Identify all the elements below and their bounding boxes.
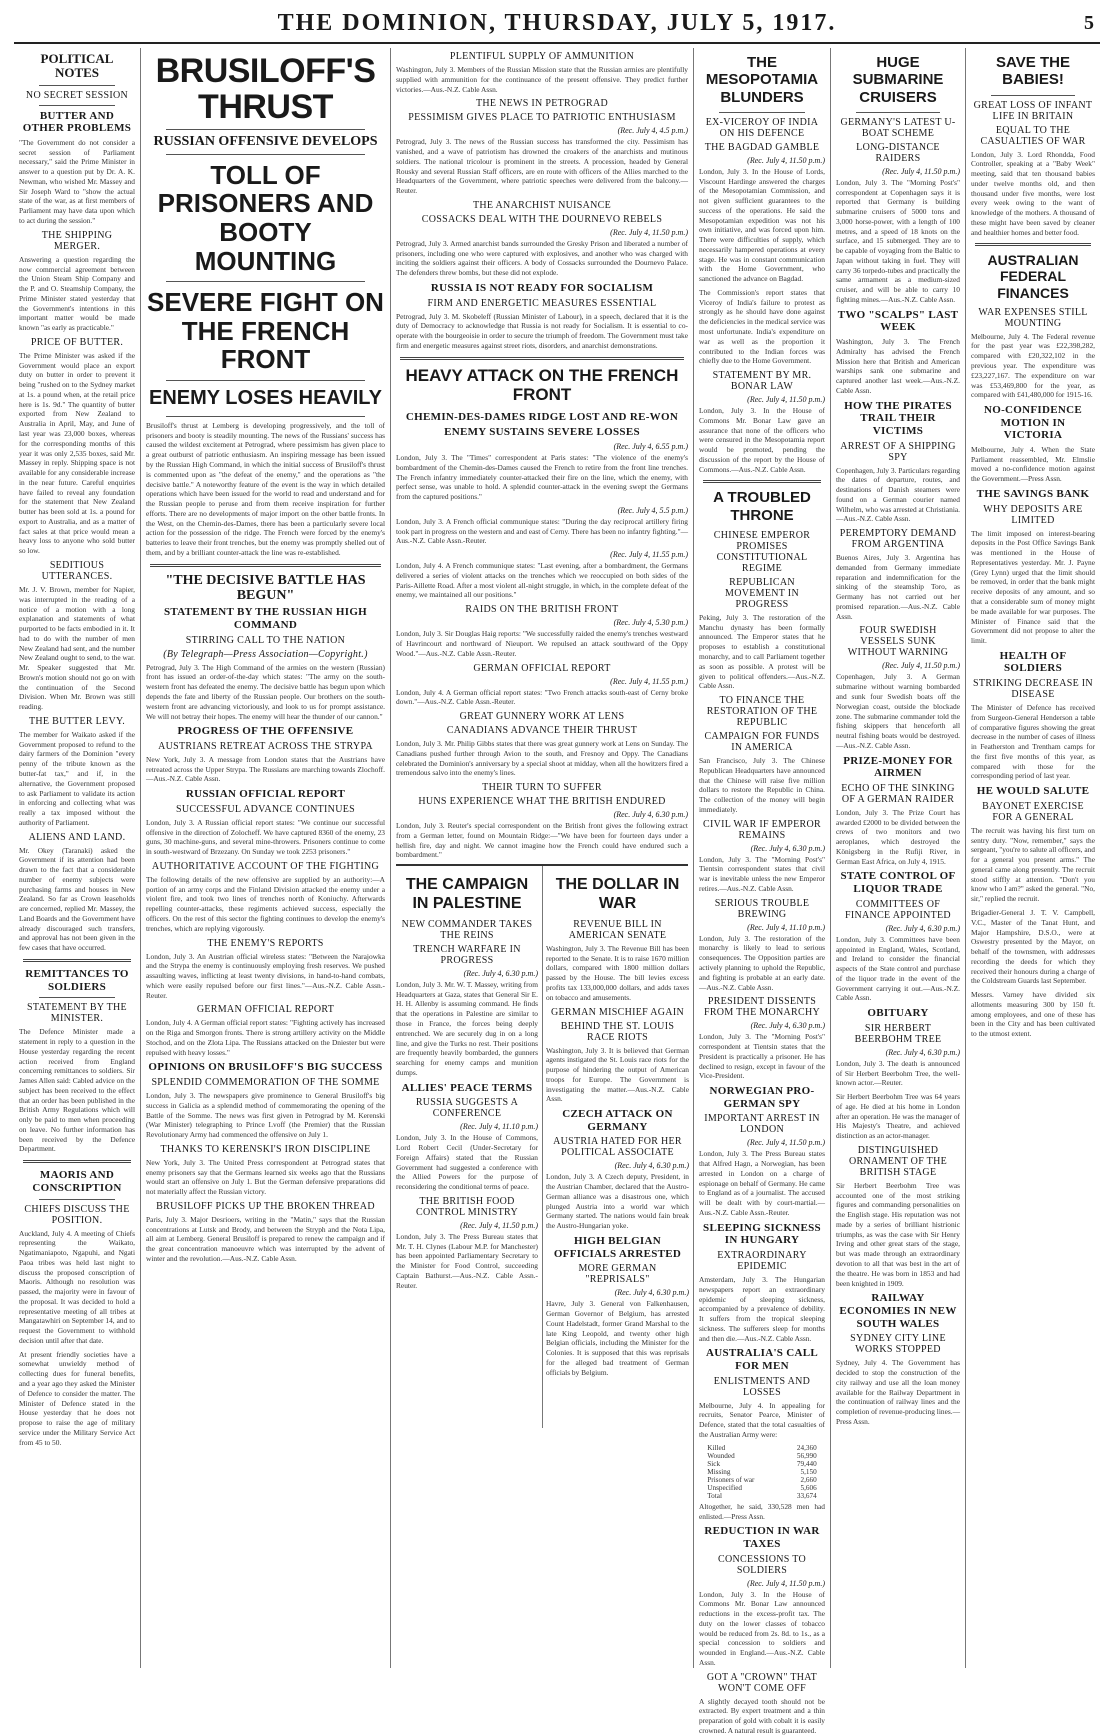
- subheading: OPINIONS ON BRUSILOFF'S BIG SUCCESS: [148, 1061, 383, 1074]
- dateline: (Rec. July 4, 11.55 p.m.): [610, 550, 688, 560]
- divider: [150, 564, 381, 567]
- subheading: SERIOUS TROUBLE BREWING: [714, 897, 810, 920]
- article-text: London, July 3. A Russian official report states: "We continue our successful offensive in the direction of Zolocheff. We have captured 8360 of the enemy, 23 guns, 30 machine-guns, and several mine-throwers. Prisoners continue to come in south-westward of Brzezany. On Sunday we took 2253 prisoners.": [146, 817, 385, 857]
- article-text: At present friendly societies have a somewhat unwieldy method of collecting dues for funeral benefits, and a year ago they asked the Minister of Defence to consider the matter. The Minister of Defence stated in the House yesterday that he does not propose to raise the age of military service under the Military Service Act from 45 to 50.: [19, 1349, 135, 1447]
- article-text: London, July 4. A German official report states: "Two French attacks south-east of Cerny broke down."—Aus.-N.Z. Cable Assn.-Reuter.: [396, 687, 688, 707]
- article-text: Havre, July 3. General von Falkenhausen, German Governor of Belgium, has arrested Count Hadelstadt, former Grand Marshal to the late King Leopold, and twenty other high Belgian officials, including the Minister for the Colonies. It is supposed that this was reprisals for the alleged bad treatment of German officials by Belgium.: [546, 1299, 689, 1377]
- article-text: The Commission's report states that Viceroy of India's failure to protest as strongly as he should have done against the deficiencies in the medical service was most unfortunate. India's expenditure on war as well as the proportion it contributed to the Indian forces was chiefly due to the Home Government.: [699, 287, 825, 366]
- dateline: (Rec. July 4, 11.10 p.m.): [747, 922, 825, 932]
- article-text: A slightly decayed tooth should not be extracted. By expert treatment and a thin preparation of gold with cobalt it is easily crowned. A natural result is guaranteed.: [699, 1696, 825, 1735]
- subheading: COMMITTEES OF FINANCE APPOINTED: [845, 898, 951, 921]
- table-cell: 33,674: [796, 1491, 817, 1500]
- article-text: London, July 3. Sir Douglas Haig reports: "We successfully raided the enemy's trenches westward of Havrincourt and northward of Nieuport. We repulsed an attack southward of the Oppy Wood."—Aus.-N.Z. Cable Assn.-Reuter.: [396, 629, 688, 658]
- column-brusiloff: [141, 48, 391, 1668]
- article-text: London, July 3. The death is announced of Sir Herbert Beerbohm Tree, the well-known actor.—Reuter.: [836, 1058, 960, 1088]
- table-cell: Sick: [707, 1459, 721, 1468]
- article-text: Sir Herbert Beerbohm Tree was 64 years of age. He died at his home in London after an operation. He was the manager of His Majesty's Theatre, and achieved distinction as an actor-manager.: [836, 1092, 960, 1141]
- dateline: (Rec. July 4, 11.50 p.m.): [747, 155, 825, 165]
- headline: REMITTANCES TO SOLDIERS: [25, 968, 129, 993]
- subheading: EXTRAORDINARY EPIDEMIC: [717, 1250, 807, 1273]
- article-text: Altogether, he said, 330,528 men had enlisted.—Press Assn.: [699, 1501, 825, 1521]
- subheading: HUNS EXPERIENCE WHAT THE BRITISH ENDURED: [418, 796, 666, 808]
- table-cell: Killed: [707, 1443, 726, 1452]
- article-text: The Minister of Defence has received from Surgeon-General Henderson a table of comparative figures showing the great decrease in the number of cases of illness in Featherston and Trentham camps for the first five months of this year, as compared with those for the corresponding period of last year.: [971, 703, 1095, 781]
- subheading: WAR EXPENSES STILL MOUNTING: [978, 306, 1088, 329]
- subheading: COSSACKS DEAL WITH THE DOURNEVO REBELS: [421, 213, 663, 225]
- subheading: CHEMIN-DES-DAMES RIDGE LOST AND RE-WON: [405, 410, 679, 423]
- main-headline: HEAVY ATTACK ON THE FRENCH FRONT: [405, 365, 679, 405]
- headline: ALLIES' PEACE TERMS: [401, 1081, 533, 1094]
- subheading: SIR HERBERT BEERBOHM TREE: [854, 1022, 942, 1045]
- column-divider: [542, 866, 543, 1428]
- dollar-subcolumn: [546, 870, 689, 1381]
- subheading: GERMAN MISCHIEF AGAIN: [551, 1006, 684, 1018]
- table-cell: Prisoners of war: [707, 1475, 755, 1484]
- headline: HIGH BELGIAN OFFICIALS ARRESTED: [553, 1235, 682, 1260]
- divider: [991, 95, 1075, 96]
- subheading: NO SECRET SESSION: [25, 89, 129, 101]
- article-text: London, July 3. A French official communique states: "During the day reciprocal artillery firing took part in progress on the western and and east of Cerny. There has been no infantry fighting."—Aus.-N.Z. Cable Assn.-Reuter.: [396, 516, 688, 546]
- subheading: DISTINGUISHED ORNAMENT OF THE BRITISH STAGE: [848, 1144, 948, 1178]
- article-text: London, July 3. Reuter's special correspondent on the British front gives the following extract from a German letter, found on Mountain Ridge:—"We have been for fourteen days under a hellish fire, day and night. We cannot imagine how the French could have endured such a bombardment.": [396, 821, 688, 860]
- subheading: IMPORTANT ARREST IN LONDON: [704, 1113, 820, 1136]
- dateline: (Rec. July 4, 5.5 p.m.): [617, 505, 688, 515]
- divider: [23, 1160, 131, 1163]
- masthead: [14, 6, 1100, 44]
- subheading: SEDITIOUS UTTERANCES.: [41, 559, 113, 582]
- subheading: PROGRESS OF THE OFFENSIVE: [177, 725, 354, 738]
- main-headline: THE MESOPOTAMIA BLUNDERS: [705, 54, 819, 106]
- subheading: FIRM AND ENERGETIC MEASURES ESSENTIAL: [427, 297, 657, 309]
- article-text: Brusiloff's thrust at Lemberg is developing progressively, and the toll of prisoners and booty is steadily mounting. The news of the Russians' success has caused the wildest excitement at Petrograd, where pessimism has given place to a great outburst of patriotic enthusiasm. An inspiring message has been issued by the Russian High Command, in which the initial success of Brusiloff's thrust is commented upon as "the defeat of the enemy," and the operations as "the decisive battle." A noteworthy feature of the event is the way in which detailed operations which have been issued for the world to read and understand and for the Russian people to peruse and from them receive inspiration for further efforts. There are no developments of major import on the other battle fronts. In the West, on the Chemin-des-Dames, there has been a particularly severe local action for the possession of the ridge. The French were forced by the enemy's batteries to leave their front trenches, but the enemy was promptly shelled out of them, and by a brilliant counter-attack the line was re-established.: [146, 420, 385, 557]
- headline: CZECH ATTACK ON GERMANY: [562, 1108, 673, 1133]
- subheading: GERMANY'S LATEST U-BOAT SCHEME: [840, 116, 956, 139]
- article-text: The Prime Minister was asked if the Government would place an export duty on butter in order to prevent it being "rushed on to the Sydney market at 1s. a pound when, at the retail price here is 1s. 9d." The quantity of butter exported from New Zealand to Australia in April, May, and June of last year was 23,000 boxes, whereas for the corresponding months of this year it was only 2,535 boxes, said Mr. Massey in reply. Shipping space is not available for any considerable increase in the near future. Careful enquiries have failed to reveal any foundation for the statement that New Zealand butter has been sold at 1s. a pound for export to Australia, and as a matter of fact sales at that price would mean a heavy loss to anyone who sold butter so low.: [19, 350, 135, 556]
- headline: NORWEGIAN PRO-GERMAN SPY: [709, 1085, 815, 1110]
- table-cell: 79,440: [796, 1459, 817, 1468]
- table-row: [705, 1452, 818, 1460]
- article-text: "The Government do not consider a secret session of Parliament necessary," said the Prime Minister in answer to a question put by Dr. A. K. Newman, who wished Mr. Massey and Sir Joseph Ward to "show the actual state of the war, as at first members of Parliament may have data upon which to act during the session.": [19, 137, 135, 225]
- column-save-babies: [966, 48, 1100, 1668]
- table-cell: 2,660: [800, 1475, 817, 1484]
- article-text: London, July 3. In the House of Commons, Lord Robert Cecil (Under-Secretary for Foreign Affairs) stated that the Russian Government had suggested a conference with the Allied Powers for the purpose of reconsidering the conditional terms of peace.: [396, 1133, 538, 1192]
- article-text: San Francisco, July 3. The Chinese Republican Headquarters have announced that the Chinese will raise five million dollars to restore the Republic in China. The collection of the money will begin immediately.: [699, 756, 825, 814]
- subheading: ENEMY SUSTAINS SEVERE LOSSES: [444, 426, 640, 439]
- subheading: GREAT LOSS OF INFANT LIFE IN BRITAIN: [973, 99, 1093, 122]
- subheading: ARREST OF A SHIPPING SPY: [840, 440, 956, 463]
- article-text: The Defence Minister made a statement in reply to a question in the House yesterday regarding the recent action received from England concerning remittances to soldiers. Sir James Allen said: Cabled advice on the subject has been received to the effect that an order has been published in the British Army Regulations which will only be paid to men when proceeding on leave. No further information has been received by the Defence Department.: [19, 1027, 135, 1154]
- article-text: Petrograd, July 3. The news of the Russian success has transformed the city. Pessimism has vanished, and a wave of patriotism has drowned the croakers of the anarchists and mutinous soldiers. The national tricolour is prominent in the streets. A procession, headed by General Rousky and several Russian Staff officers, are en route with officers of the Allies marched to the Headquarters of the Government, where patriotic speeches were delivered from the balcony.—Reuter.: [396, 137, 688, 196]
- table-row: [705, 1460, 818, 1468]
- dateline: (Rec. July 4, 6.55 p.m.): [613, 442, 688, 452]
- article-text: Copenhagen, July 3. Particulars regarding the dates of departure, routes, and destinations of Danish steamers were found on a German courier named Wilhelm, who was arrested at Christiania.—Aus.-N.Z. Cable Assn.: [836, 465, 960, 524]
- article-text: London, July 3. In the House of Commons Mr. Bonar Law gave an assurance that none of the officers who were censured in the Mesopotamia report would be promoted, pending the discussion of the report by the House of Commons.—Aus.-N.Z. Cable Assn.: [699, 406, 825, 474]
- subheading: THE NEWS IN PETROGRAD: [475, 98, 609, 110]
- subheading: ENLISTMENTS AND LOSSES: [713, 1375, 811, 1398]
- divider: [975, 243, 1091, 246]
- headline: THE CAMPAIGN IN PALESTINE: [405, 876, 529, 912]
- article-text: London, July 3. In the House of Commons Mr. Bonar Law announced reductions in the excess-profit tax. The duty on the lower classes of tobacco would be reduced from 2s. 8d. to 1s., as a special concession to soldiers and wounded in England.—Aus.-N.Z. Cable Assn.: [699, 1589, 825, 1667]
- subheading: NEW COMMANDER TAKES THE REINS: [401, 918, 533, 941]
- divider: [400, 357, 684, 360]
- divider: [166, 416, 365, 417]
- subheading: AUTHORITATIVE ACCOUNT OF THE FIGHTING: [151, 860, 380, 872]
- byline: (By Telegraph—Press Association—Copyright.): [163, 648, 368, 660]
- subheading: STRIKING DECREASE IN DISEASE: [973, 678, 1093, 701]
- table-cell: Wounded: [707, 1451, 735, 1460]
- article-text: Sir Herbert Beerbohm Tree was accounted one of the most striking figures and commanding personalities on the English stage. His reputation was not made by a series of brilliant histrionic triumphs, as was the case with Sir Henry Irving and other great stars of the stage, but was made through an extraordinary devotion to all that was best in the art of the theatre. He was born in 1853 and had been knighted in 1909.: [836, 1180, 960, 1288]
- dateline: (Rec. July 4, 11.55 p.m.): [610, 676, 688, 686]
- article-text: The member for Waikato asked if the Government proposed to refund to the dairy farmers of the Dominion "every penny of the tribute known as the butter-fat tax," and if, in the alternative, the Government proposed to ask Parliament to validate its action in enforcing and collecting what was really a tax imposed without the authority of Parliament.: [19, 729, 135, 827]
- article-text: Answering a question regarding the now commercial agreement between the Union Steam Ship Company and the P. and O. Steamship Company, the Prime Minister stated yesterday that the Government's intentions in this important matter would be made known "as early as practicable.": [19, 254, 135, 333]
- subheading: PRIZE-MONEY FOR AIRMEN: [843, 754, 953, 780]
- subheading: ALIENS AND LAND.: [28, 831, 126, 843]
- subheading: RUSSIA IS NOT READY FOR SOCIALISM: [430, 281, 654, 294]
- divider: [166, 281, 365, 282]
- subheading: RAIDS ON THE BRITISH FRONT: [465, 604, 619, 616]
- headline: THE SAVINGS BANK: [976, 488, 1090, 501]
- subheading: BAYONET EXERCISE FOR A GENERAL: [982, 800, 1084, 823]
- column-submarine: [831, 48, 966, 1668]
- article-text: London, July 3. The newspapers give prominence to General Brusiloff's big success in Galicia as a splendid method of commemorating the opening of the Battle of the Somme. The news was first given in Petrograd by M. Kerenski (War Minister) telegraphing to Prince Lvoff (the Premier) that the Russian Revolutionary Army had commenced the offensive on July 1.: [146, 1091, 385, 1140]
- dateline: (Rec. July 4, 6.30 p.m.): [614, 1288, 689, 1298]
- article-text: London, July 3. The "Times" correspondent at Paris states: "The violence of the enemy's bombardment of the Chemin-des-Dames caused the French to retire from the front line trenches. The French infantry immediately counter-attacked their fire on the line, which the enemy, with perfect sense, was unable to hold. A splendid counter-attack in the evening swept the Germans from the captured positions.": [396, 453, 688, 502]
- table-row: [705, 1444, 818, 1452]
- headline: MAORIS AND CONSCRIPTION: [32, 1169, 122, 1194]
- subheading: PRESIDENT DISSENTS FROM THE MONARCHY: [703, 996, 821, 1019]
- palestine-subcolumn: [396, 870, 538, 1294]
- main-headline: BRUSILOFF'S THRUST: [155, 52, 376, 126]
- article-text: London, July 3. The "Morning Post's" correspondent at Tientsin states that the President is practically a prisoner. He has declined to resign, except in favour of the Vice-President.: [699, 1032, 825, 1081]
- main-headline: ENEMY LOSES HEAVILY: [148, 386, 383, 409]
- dateline: (Rec. July 4, 11.50 p.m.): [747, 395, 825, 405]
- table-cell: 5,606: [800, 1483, 817, 1492]
- article-text: Melbourne, July 4. The Federal revenue for the past year was £22,398,282, compared with £20,322,102 in the previous year. The expenditure was £23,227,167. The expenditure on war was £53,469,800 for the year, as compared with £41,480,000 for 1915-16.: [971, 331, 1095, 400]
- dateline: (Rec. July 4, 6.30 p.m.): [614, 1161, 689, 1171]
- headline: RUSSIAN OFFENSIVE DEVELOPS: [153, 134, 378, 150]
- table-cell: Missing: [707, 1467, 731, 1476]
- subheading: BRUSILOFF PICKS UP THE BROKEN THREAD: [156, 1200, 375, 1212]
- article-text: Buenos Aires, July 3. Argentina has demanded from Germany immediate reparation and indemnification for the sinking of the steamship Toro, as Germany has not carried out her promised reparation.—Aus.-N.Z. Cable Assn.: [836, 553, 960, 621]
- column-mesopotamia: [694, 48, 831, 1735]
- divider: [166, 154, 365, 155]
- subheading: CIVIL WAR IF EMPEROR REMAINS: [703, 818, 821, 841]
- divider: [39, 85, 115, 86]
- divider: [23, 959, 131, 962]
- subheading: STATEMENT BY THE RUSSIAN HIGH COMMAND: [163, 606, 368, 632]
- article-text: London, July 3. The restoration of the monarchy is likely to lead to serious consequences. The Opposition parties are actively planning to uphold the Republic, and fighting is probable at an early date.—Aus.-N.Z. Cable Assn.: [699, 933, 825, 992]
- dateline: (Rec. July 4, 6.30 p.m.): [885, 923, 960, 933]
- divider: [856, 112, 940, 113]
- headline: STATE CONTROL OF LIQUOR TRADE: [840, 870, 956, 896]
- subheading: THE BRITISH FOOD CONTROL MINISTRY: [416, 1195, 518, 1218]
- dateline: (Rec. July 4, 11.50 p.m.): [882, 661, 960, 671]
- article-text: Petrograd, July 3. M. Skobeleff (Russian Minister of Labour), in a speech, declared that it is the duty of Democracy to acknowledge that Russia is not ready for Socialism. It is essential to co-operate with the bourgeoisie in order to secure the triumph of freedom. The Government must take firm and energetic measures against street riots, disorders, and anarchist demonstrations.: [396, 311, 688, 350]
- table-cell: Total: [707, 1491, 722, 1500]
- table-cell: 5,150: [800, 1467, 817, 1476]
- subheading: HOW THE PIRATES TRAIL THEIR VICTIMS: [844, 399, 952, 437]
- subheading: GERMAN OFFICIAL REPORT: [473, 662, 611, 674]
- subheading: LONG-DISTANCE RAIDERS: [856, 141, 940, 164]
- article-text: London, July 4. A French communique states: "Last evening, after a bombardment, the Germans delivered a series of violent attacks on the trenches which we reoccupied on both sides of the Paris-Aillette Road. After a most violent all-night struggle, in which, in the complete defeat of the enemy, we maintained all our positions.": [396, 561, 688, 600]
- article-text: Auckland, July 4. A meeting of Chiefs representing the Waikato, Ngatimaniapoto, Ngapuhi, and Ngati Paoa tribes was held last night to discuss the proposed conscription of Maoris. Although no resolution was passed, the majority were in favour of the proposal. It was decided to hold a representative meeting of all tribes at Mangatawhiri on September 14, and to request the Government to withhold decision until after that date.: [19, 1228, 135, 1345]
- dateline: (Rec. July 4, 11.50 p.m.): [460, 1220, 538, 1230]
- subheading: REPUBLICAN MOVEMENT IN PROGRESS: [725, 576, 799, 610]
- article-text: Peking, July 3. The restoration of the Manchu dynasty has been formally announced. The Emperor states that he proposes to establish a constitutional monarchy, and to call Parliament together as soon as possible. A protest will be given to political offenders.—Aus.-N.Z. Cable Assn.: [699, 612, 825, 691]
- subheading: THE ANARCHIST NUISANCE: [472, 199, 612, 211]
- subheading: SUCCESSFUL ADVANCE CONTINUES: [176, 803, 355, 815]
- subheading: THE ENEMY'S REPORTS: [207, 937, 324, 949]
- subheading: ECHO OF THE SINKING OF A GERMAN RAIDER: [841, 782, 955, 805]
- headline: HE WOULD SALUTE: [976, 785, 1090, 798]
- subheading: GREAT GUNNERY WORK AT LENS: [459, 711, 625, 723]
- article-text: Mr. Okey (Taranaki) asked the Government if its attention had been drawn to the fact that a considerable number of enemy subjects were purchasing farms and houses in New Zealand. So far as Crown leaseholds are concerned, replied Mr. Massey, the Land Boards and the Government have already discouraged such transfers, and approval has not been given in the few cases that have occurred.: [19, 845, 135, 953]
- headline: HEALTH OF SOLDIERS: [999, 649, 1067, 675]
- article-text: London, July 3. The Press Bureau states that Mr. T. H. Clynes (Labour M.P. for Manchester) has been appointed Parliamentary Secretary to the Minister for Food Control, succeeding Captain Bathurst.—Aus.-N.Z. Cable Assn.-Reuter.: [396, 1231, 538, 1290]
- article-text: New York, July 3. The United Press correspondent at Petrograd states that enemy prisoners say that the Germans learned six weeks ago that the Russians would start an offensive on July 1. But the German defensive preparations did not materially affect the Russian victory.: [146, 1157, 385, 1197]
- dateline: (Rec. July 4, 11.50 p.m.): [747, 1578, 825, 1588]
- dateline: (Rec. July 4, 11.10 p.m.): [460, 1122, 538, 1132]
- dateline: (Rec. July 4, 6.30 p.m.): [750, 843, 825, 853]
- main-headline: SAVE THE BABIES!: [996, 54, 1070, 89]
- headline: POLITICAL NOTES: [40, 51, 114, 81]
- dateline: (Rec. July 4, 11.50 p.m.): [610, 227, 688, 237]
- dateline: (Rec. July 4, 6.30 p.m.): [463, 968, 538, 978]
- article-text: London, July 3. Lord Rhondda, Food Controller, speaking at a "Baby Week" meeting, said that ten thousand babies under twelve months old, and then thousand under five months, were lost every week owing to the want of knowledge of the mothers. A thousand of these might have been saved by cleaner and healthier homes and better food.: [971, 149, 1095, 237]
- page-number: 5: [1084, 12, 1094, 34]
- article-text: Mr. J. V. Brown, member for Napier, was interrupted in the reading of a notice of a motion with a long explanation and statements of what purported to be facts embodied in it. It had to do with the number of men New Zealand had sent, and the number New Zealand ought to send, to the war. Mr. Speaker suggested that Mr. Brown's motion should not go on with the continuation of the Second Division. When Mr. Brown was still reading.: [19, 584, 135, 712]
- table-cell: 56,990: [796, 1451, 817, 1460]
- article-text: Washington, July 3. The French Admiralty has advised the French Mission here that British and American warships sank one submarine and captured another last week.—Aus.-N.Z. Cable Assn.: [836, 336, 960, 395]
- headline: "THE DECISIVE BATTLE HAS BEGUN": [165, 572, 366, 604]
- main-headline: TOLL OF PRISONERS AND BOOTY MOUNTING: [157, 159, 374, 276]
- article-text: London, July 3. The Prize Court has awarded £2000 to be divided between the crews of two monitors and two aeroplanes, which destroyed the Königsberg in the Rufiji River, in German East Africa, on July 4, 1915.: [836, 807, 960, 866]
- headline: AUSTRALIAN FEDERAL FINANCES: [987, 252, 1079, 301]
- article-text: Melbourne, July 4. When the State Parliament reassembled, Mr. Elmslie moved a no-confidence motion against the Government.—Press Assn.: [971, 444, 1095, 484]
- subheading: CONCESSIONS TO SOLDIERS: [717, 1553, 807, 1576]
- headline: NO-CONFIDENCE MOTION IN VICTORIA: [983, 404, 1082, 442]
- divider: [39, 997, 115, 998]
- dateline: (Rec. July 4, 4.5 p.m.): [617, 126, 688, 136]
- table-cell: 24,360: [796, 1443, 817, 1452]
- subheading: WHY DEPOSITS ARE LIMITED: [983, 503, 1083, 526]
- main-headline: SEVERE FIGHT ON THE FRENCH FRONT: [147, 287, 384, 375]
- article-text: Paris, July 3. Major Desrioers, writing in the "Matin," says that the Russian concentrations at Lutsk and Brody, and between the Stryph and the Nota Lipa, all aim at Lemberg. General Brusiloff is prepared to renew the campaign and if the great concentration manoeuvre which was interrupted by the advent of winter and the revolution.—Aus.-N.Z. Cable Assn.: [146, 1214, 385, 1264]
- headline: OBITUARY: [867, 1007, 929, 1020]
- article-text: Messrs. Varney have divided six allotments measuring 300 by 150 ft. among employees, and one of these has been in the City and has been cultivated to the utmost extent.: [971, 990, 1095, 1039]
- article-text: Brigadier-General J. T. V. Campbell, V.C., Master of the Tanat Hunt, and Major Hampshire, D.S.O., were at Oswestry presented by the Mayor, on behalf of the townsmen, with addresses recording the deeds for which they received their honours during a charge of the Coldstream Guards last September.: [971, 908, 1095, 986]
- article-text: The limit imposed on interest-bearing deposits in the Post Office Savings Bank was mentioned in the House of Representatives yesterday. Mr. J. Payne (Grey Lynn) urged that the limit should be removed, in order that the bank might receive deposits of any amount, and so that a considerable sum of money might be made available for war purposes. The Minister of Finance said that the Government did not propose to alter the limit.: [971, 528, 1095, 646]
- article-text: Petrograd, July 3. Armed anarchist bands surrounded the Gresky Prison and liberated a number of prisoners, including one who were captured with explosives, and another who was charged with inciting the soldiers against their officers. A body of Cossacks surrounded the Dournevo Palace. The defenders threw bombs, but these did not explode.: [396, 238, 688, 278]
- main-headline: A TROUBLED THRONE: [713, 489, 811, 524]
- article-text: London, July 3. The Press Bureau states that Alfred Hagn, a Norwegian, has been arrested in London on a charge of espionage on behalf of Germany. He came to England as of a journalist. The accused will be dealt with by court-martial.—Aus.-N.Z. Cable Assn.-Reuter.: [699, 1149, 825, 1217]
- subheading: TWO "SCALPS" LAST WEEK: [837, 308, 959, 334]
- casualty-table: [705, 1444, 818, 1500]
- subheading: STIRRING CALL TO THE NATION: [185, 634, 346, 646]
- subheading: RUSSIAN OFFICIAL REPORT: [185, 788, 346, 801]
- headline: AUSTRALIA'S CALL FOR MEN: [705, 1347, 819, 1373]
- article-text: The recruit was having his first turn on sentry duty. "Now, remember," says the sergeant, "you're to salute all officers, and for a general you present arms." The general came along presently. The recruit stood stiffly at attention. "Don't you know who I am?" asked the general. "No, sir," replied the recruit.: [971, 825, 1095, 904]
- subheading: CAMPAIGN FOR FUNDS IN AMERICA: [704, 731, 820, 754]
- subheading: THEIR TURN TO SUFFER: [482, 782, 602, 794]
- main-headline: HUGE SUBMARINE CRUISERS: [852, 54, 944, 106]
- table-row: [705, 1484, 818, 1492]
- article-text: London, July 3. An Austrian official wireless states: "Between the Narajowka and the Strypa the enemy is continuously employing fresh reserves. We pushed assaulting waves, inflicting at least twenty divisions, in hand-to-hand combats, which were easily repulsed before our first lines."—Aus.-N.Z. Cable Assn.-Reuter.: [146, 951, 385, 1000]
- article-text: London, July 3. The "Morning Post's" Tientsin correspondent states that civil war is inevitable unless the new Emperor retires.—Aus.-N.Z. Cable Assn.: [699, 854, 825, 893]
- subheading: FOUR SWEDISH VESSELS SUNK WITHOUT WARNING: [847, 625, 949, 659]
- article-text: Washington, July 3. It is believed that German agents instigated the St. Louis race riots for the purpose of hindering the output of American troops for Europe. The Government is investigating the matter.—Aus.-N.Z. Cable Assn.: [546, 1045, 689, 1104]
- subheading: THANKS TO KERENSKI'S IRON DISCIPLINE: [160, 1143, 371, 1155]
- dateline: (Rec. July 4, 6.30 p.m.): [885, 1047, 960, 1057]
- subheading: BUTTER AND OTHER PROBLEMS: [22, 109, 132, 135]
- subheading: SPLENDID COMMEMORATION OF THE SOMME: [151, 1077, 380, 1089]
- article-text: Sydney, July 4. The Government has decided to stop the construction of the city railway and use all the loan money available for the Railway Department in the continuation of railway lines and the completion of revenue-producing lines.—Press Assn.: [836, 1358, 960, 1426]
- subheading: GOT A "CROWN" THAT WON'T COME OFF: [706, 1671, 818, 1694]
- article-text: Copenhagen, July 3. A German submarine without warning bombarded and sunk four Swedish boats off the Norwegian coast, outside the blockade zone. The submarine commander told the fishing skippers that henceforth all neutral fishing boats would be destroyed.—Aus.-N.Z. Cable Assn.: [836, 672, 960, 750]
- subheading: BEHIND THE ST. LOUIS RACE RIOTS: [560, 1020, 675, 1043]
- subheading: TRENCH WARFARE IN PROGRESS: [413, 943, 521, 966]
- article-text: Washington, July 3. Members of the Russian Mission state that the Russian armies are plentifully supplied with ammunition for the continuance of the present offensive. They predict further victories.—Aus.-N.Z. Cable Assn.: [396, 65, 688, 94]
- subheading: PLENTIFUL SUPPLY OF AMMUNITION: [449, 51, 635, 62]
- table-row: [705, 1492, 818, 1500]
- article-text: London, July 3. Mr. Philip Gibbs states that there was great gunnery work at Lens on Sunday. The Canadians pushed further through Avion to the south, and Fresnoy and Oppy. The Canadians celebrated the Dominion's anniversary by a special shoot at midday, when all the howitzers fired a tremendous salvo into the enemy's lines.: [396, 739, 688, 778]
- subheading: GERMAN OFFICIAL REPORT: [196, 1004, 335, 1016]
- subheading: PRICE OF BUTTER.: [30, 336, 124, 348]
- dateline: (Rec. July 4, 5.30 p.m.): [613, 618, 688, 628]
- subheading: THE BAGDAD GAMBLE: [704, 141, 820, 153]
- article-text: London, July 3. A Czech deputy, President, in the Austrian Chamber, declared that the Austro-German alliance was a disastrous one, which plunged Austria into a world war which Germany started. The nations would fain break the Austro-Hungarian yoke.: [546, 1172, 689, 1231]
- article-text: Petrograd, July 3. The High Command of the armies on the western (Russian) front has issued an order-of-the-day which states: "The army on the south-western front has defeated the enemy. The decisive battle has begun upon which depends the fate and liberty of the Russian people. Our brothers on the south-western front are advancing victoriously, and look to us for prompt assistance. We will not betray their hopes. The enemy will hear the thunder of our cannon.": [146, 662, 385, 721]
- bottom-split-section: [396, 864, 688, 1428]
- subheading: STATEMENT BY THE MINISTER.: [27, 1002, 127, 1025]
- masthead-title: THE DOMINION, THURSDAY, JULY 5, 1917.: [277, 10, 837, 36]
- article-text: London, July 3. Committees have been appointed in England, Wales, Scotland, and Ireland to consider the financial aspects of the State control and purchase of the liquor trade in the event of the Government carrying it out.—Aus.-N.Z. Cable Assn.: [836, 934, 960, 1003]
- article-text: Amsterdam, July 3. The Hungarian newspapers report an extraordinary epidemic of sleeping sickness, accompanied by a prevalence of debility. It suffers from the tropical sleeping sickness. The sufferers sleep for months and then die.—Aus.-N.Z. Cable Assn.: [699, 1275, 825, 1343]
- subheading: EX-VICEROY OF INDIA ON HIS DEFENCE: [705, 116, 819, 139]
- subheading: PEREMPTORY DEMAND FROM ARGENTINA: [839, 528, 957, 551]
- subheading: RUSSIA SUGGESTS A CONFERENCE: [415, 1097, 519, 1120]
- subheading: AUSTRIANS RETREAT ACROSS THE STRYPA: [158, 740, 373, 752]
- divider: [166, 380, 365, 381]
- dateline: (Rec. July 4, 11.50 p.m.): [882, 166, 960, 176]
- subheading: THE SHIPPING MERGER.: [41, 229, 113, 252]
- subheading: CANADIANS ADVANCE THEIR THRUST: [446, 725, 638, 737]
- column-french-front: [391, 48, 694, 1668]
- article-text: London, July 3. The "Morning Post's" correspondent at Copenhagen says it is reported that Germany is building submarine cruisers of 5000 tons and 3,000 horse-power, with a length of 100 metres, and a speed of 18 knots on the surface, and 15 submerged. They are to be capable of voyaging from the Baltic to Japan without taking in fuel. They will carry 36 torpedo-tubes and practically the same armament as a medium-sized cruiser, and will be able to carry 10 fighting mines.—Aus.-N.Z. Cable Assn.: [836, 177, 960, 304]
- article-text: Washington, July 3. The Revenue Bill has been reported to the Senate. It is to raise 1670 million dollars, compared with 1800 million dollars passed by the House. The bill levies excess profits tax 133,000,000 dollars, and adds taxes on tobacco and amusements.: [546, 943, 689, 1002]
- headline: RAILWAY ECONOMIES IN NEW SOUTH WALES: [839, 1292, 957, 1330]
- divider: [39, 105, 115, 106]
- divider: [166, 129, 365, 130]
- subheading: AUSTRIA HATED FOR HER POLITICAL ASSOCIATE: [553, 1136, 682, 1159]
- subheading: CHIEFS DISCUSS THE POSITION.: [24, 1203, 130, 1226]
- subheading: SYDNEY CITY LINE WORKS STOPPED: [850, 1333, 946, 1356]
- headline: SLEEPING SICKNESS IN HUNGARY: [703, 1221, 821, 1247]
- dateline: (Rec. July 4, 11.50 p.m.): [747, 1138, 825, 1148]
- dateline: (Rec. July 4, 6.30 p.m.): [613, 810, 688, 820]
- article-text: Melbourne, July 4. In appealing for recruits, Senator Pearce, Minister of Defence, stated that the total casualties of the Australian Army were:: [699, 1400, 825, 1439]
- table-row: [705, 1476, 818, 1484]
- subheading: REVENUE BILL IN AMERICAN SENATE: [568, 918, 667, 941]
- subheading: STATEMENT BY MR. BONAR LAW: [712, 370, 812, 393]
- divider: [719, 112, 805, 113]
- table-row: [705, 1468, 818, 1476]
- subheading: EQUAL TO THE CASUALTIES OF WAR: [980, 124, 1086, 147]
- headline: THE DOLLAR IN WAR: [555, 876, 680, 912]
- dateline: (Rec. July 4, 6.30 p.m.): [750, 1021, 825, 1031]
- article-text: London, July 3. Mr. W. T. Massey, writing from Headquarters at Gaza, states that General Sir E. H. H. Allenby is assuming command. He finds that the operations in Palestine are similar to those in France, the forces being deeply entrenched. We are securely dug in on a long line, and give the Turks no rest. Their positions are frequently heavily bombarded, the gunners searching for enemy camps and munition dumps.: [396, 979, 538, 1077]
- article-text: The following details of the new offensive are supplied by an authority:—A portion of an army corps and the Finland Division attacked the enemy under a violent fire, and took two lines of trenches north of Koniuchy. Afterwards repelling counter-attacks, these regiments achieved success, especially the officers. On the rest of this sector the fighting continues to develop the enemy's trenches, which are replying vigorously.: [146, 874, 385, 933]
- subheading: PESSIMISM GIVES PLACE TO PATRIOTIC ENTHUSIASM: [408, 112, 676, 124]
- subheading: CHINESE EMPEROR PROMISES CONSTITUTIONAL REGIME: [713, 529, 811, 574]
- article-text: New York, July 3. A message from London states that the Austrians have retreated across the Upper Strypa. The Russians are marching towards Zlochoff.—Aus.-N.Z. Cable Assn.: [146, 754, 385, 784]
- divider: [703, 480, 821, 483]
- headline: REDUCTION IN WAR TAXES: [704, 1525, 820, 1550]
- article-text: London, July 3. In the House of Lords, Viscount Hardinge answered the charges of the Mesopotamian Commission, and not given sufficient guarantees to the success of the operations. He said the Mesopotamian expedition was not his own initiative, and was forced upon him. There were difficulties of supply, which necessarily hampered operations at every stage. He was in constant communication with the Home Government, who sanctioned the advance on Bagdad.: [699, 166, 825, 284]
- divider: [39, 1199, 115, 1200]
- table-cell: Unspecified: [707, 1483, 743, 1492]
- subheading: MORE GERMAN "REPRISALS": [578, 1263, 657, 1286]
- article-text: London, July 4. A German official report states: "Fighting actively has increased on the Riga and Smorgon fronts. There is strong artillery activity on the Middle Stochod, and on the Zlota Lipa. The Russians attacked on the Dniester but were repulsed with heavy losses.": [146, 1018, 385, 1057]
- column-political-notes: [14, 48, 141, 1668]
- subheading: TO FINANCE THE RESTORATION OF THE REPUBLIC: [706, 695, 818, 729]
- subheading: THE BUTTER LEVY.: [29, 715, 125, 727]
